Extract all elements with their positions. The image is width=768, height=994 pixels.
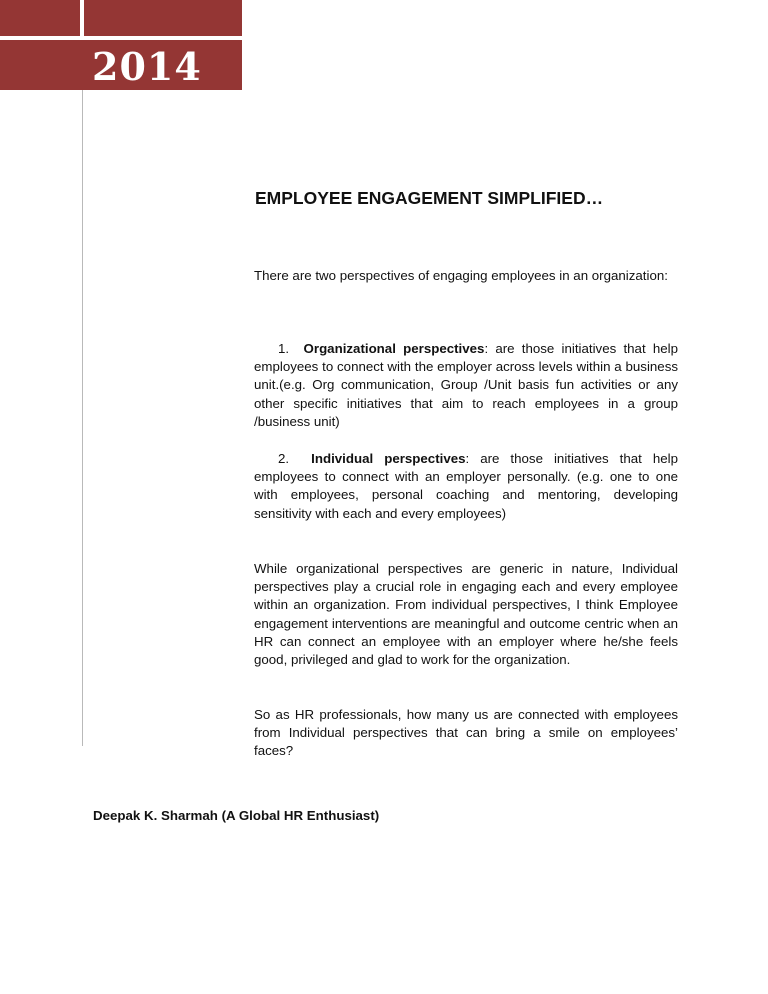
list-item-number: 1. bbox=[278, 341, 290, 356]
header-year: 2014 bbox=[92, 44, 202, 89]
list-item-term: Organizational perspectives bbox=[303, 341, 485, 356]
list-item-text: : are those initiatives that help employees to connect with the employer across levels within a business unit.(e.g. Org communication, Group /Unit basis fun activities or any other specific initiatives that aim to reach employees in a group /business unit) bbox=[254, 341, 679, 429]
article-intro: There are two perspectives of engaging employees in an organization: bbox=[254, 268, 668, 283]
article-title: EMPLOYEE ENGAGEMENT SIMPLIFIED… bbox=[255, 188, 604, 208]
header-accent-block-right bbox=[84, 0, 242, 36]
list-item-term: Individual perspectives bbox=[311, 451, 466, 466]
list-item-individual bbox=[254, 450, 678, 523]
margin-rule bbox=[82, 90, 83, 746]
list-item-text: : are those initiatives that help employees to connect with an employer personally. (e.g. one to one with employees, personal coaching and mentoring, developing sensitivity with each and every employees) bbox=[254, 451, 678, 521]
list-item-organizational bbox=[254, 340, 678, 431]
body-paragraph: While organizational perspectives are generic in nature, Individual perspectives play a crucial role in engaging each and every employee within an organization. From individual perspectives, I think Employee engagement interventions are meaningful and outcome centric when an HR can connect an employee with an employer where he/she feels good, privileged and glad to work for the organization. bbox=[254, 561, 678, 668]
body-paragraph: So as HR professionals, how many us are connected with employees from Individual perspectives that can bring a smile on employees’ faces? bbox=[254, 707, 678, 759]
list-item-number: 2. bbox=[278, 451, 290, 466]
header-accent-block-left bbox=[0, 0, 80, 36]
author-signature: Deepak K. Sharmah (A Global HR Enthusiast) bbox=[93, 808, 380, 823]
